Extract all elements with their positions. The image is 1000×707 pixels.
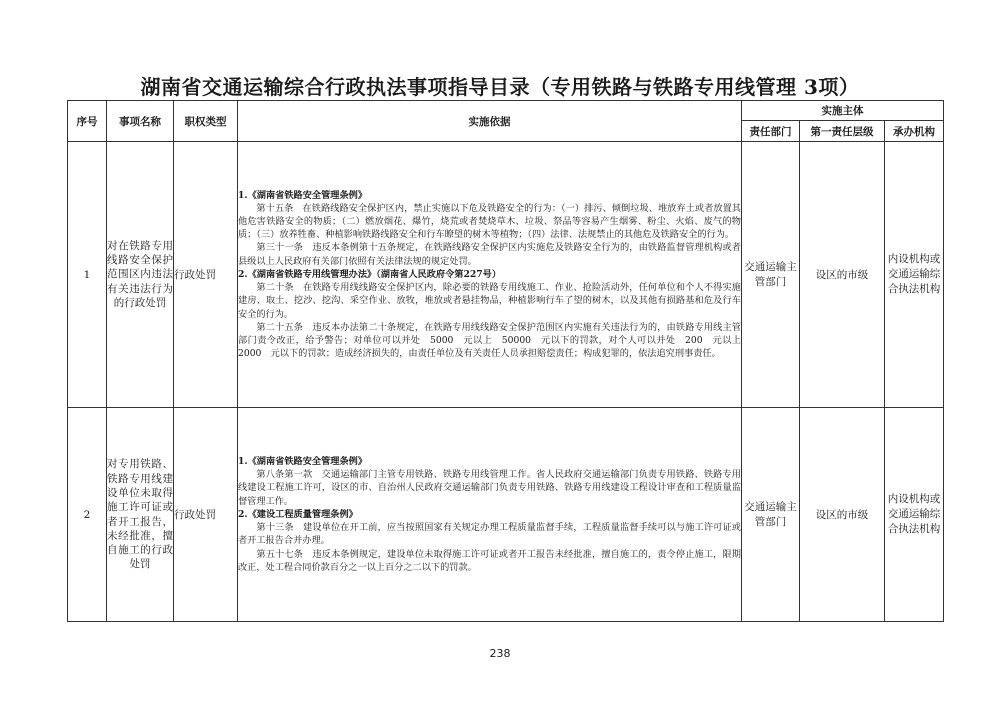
law-article: 第五十七条 违反本条例规定，建设单位未取得施工许可证或者开工报告未经批准，擅自施工的，责令停止施工，限期改正，处工程合同价款百分之一以上百分之二以下的罚款。 — [238, 548, 741, 573]
row-first-level: 设区的市级 — [800, 408, 885, 622]
row-handling-org: 内设机构或交通运输综合执法机构 — [885, 142, 944, 408]
law-title: 2.《建设工程质量管理条例》 — [238, 508, 358, 520]
law-article: 第十五条 在铁路线路安全保护区内，禁止实施以下危及铁路安全的行为：（一）排污、倾倒垃圾、堆放弃土或者放置其他危害铁路安全的物质；（二）燃放烟花、爆竹，烧荒或者焚烧草木、垃圾、祭品等容易产生烟雾、粉尘、火焰、废气的物质；（三）放养牲畜、种植影响铁路线路安全和行车瞭望的树木等植物；（四）法律、法规禁止的其他危及铁路安全的行为。 — [238, 202, 741, 241]
law-article: 第八条第一款 交通运输部门主管专用铁路、铁路专用线管理工作。省人民政府交通运输部门负责专用铁路、铁路专用线建设工程施工许可，设区的市、自治州人民政府交通运输部门负责专用铁路、铁路专用线建设工程设计审查和工程质量监督管理工作。 — [238, 469, 741, 507]
row-item-name: 对在铁路专用线路安全保护范围区内违法有关违法行为的行政处罚 — [107, 142, 174, 408]
page-title: 湖南省交通运输综合行政执法事项指导目录（专用铁路与铁路专用线管理 3项） — [140, 75, 860, 99]
table-row — [68, 142, 944, 408]
header-org: 承办机构 — [885, 121, 944, 142]
page-number: 238 — [489, 647, 511, 660]
header-subject: 实施主体 — [742, 101, 944, 121]
row-index: 1 — [68, 142, 107, 408]
row-power-type: 行政处罚 — [174, 408, 238, 622]
table-row — [68, 408, 944, 622]
law-article: 第二十五条 违反本办法第二十条规定，在铁路专用线线路安全保护范围区内实施有关违法行为的，由铁路专用线主管部门责令改正，给予警告；对单位可以并处 5000 元以上 50000 元以下的罚款，对个人可以并处 200 元以上 2000 元以下的罚款；造成经济损失的，由责任单位及有关责任人员承担赔偿责任；构成犯罪的，依法追究刑事责任。 — [238, 321, 751, 360]
law-article: 第十三条 建设单位在开工前，应当按照国家有关规定办理工程质量监督手续，工程质量监督手续可以与施工许可证或者开工报告合并办理。 — [238, 522, 741, 547]
header-index: 序号 — [68, 101, 107, 142]
header-type: 职权类型 — [174, 101, 238, 142]
row-index: 2 — [68, 408, 107, 622]
row-basis — [238, 408, 742, 622]
law-article: 第二十条 在铁路专用线线路安全保护区内，除必要的铁路专用线施工、作业、抢险活动外，任何单位和个人不得实施建房、取土、挖沙、挖沟、采空作业、放牧，堆放或者悬挂物品，种植影响行车了望的树木，以及其他有损路基和危及行车安全的行为。 — [238, 282, 741, 320]
law-article: 第三十一条 违反本条例第十五条规定，在铁路线路安全保护区内实施危及铁路安全行为的，由铁路监督管理机构或者县级以上人民政府有关部门依照有关法律法规的规定处罚。 — [238, 242, 741, 267]
header-level: 第一责任层级 — [800, 121, 885, 142]
law-title: 1.《湖南省铁路安全管理条例》 — [238, 456, 368, 468]
row-first-level: 设区的市级 — [800, 142, 885, 408]
row-responsible-dept: 交通运输主管部门 — [742, 142, 800, 408]
row-handling-org: 内设机构或交通运输综合执法机构 — [885, 408, 944, 622]
catalog-table — [67, 100, 944, 622]
header-basis: 实施依据 — [238, 101, 742, 142]
header-row — [68, 101, 944, 121]
law-title: 1.《湖南省铁路安全管理条例》 — [238, 189, 368, 201]
law-title: 2.《湖南省铁路专用线管理办法》（湖南省人民政府令第227号） — [238, 268, 502, 280]
row-power-type: 行政处罚 — [174, 142, 238, 408]
row-item-name: 对专用铁路、铁路专用线建设单位未取得施工许可证或者开工报告，未经批准，擅自施工的行政处罚 — [107, 408, 174, 622]
header-name: 事项名称 — [107, 101, 174, 142]
row-basis — [238, 142, 751, 408]
row-responsible-dept: 交通运输主管部门 — [742, 408, 800, 622]
header-dept: 责任部门 — [742, 121, 800, 142]
